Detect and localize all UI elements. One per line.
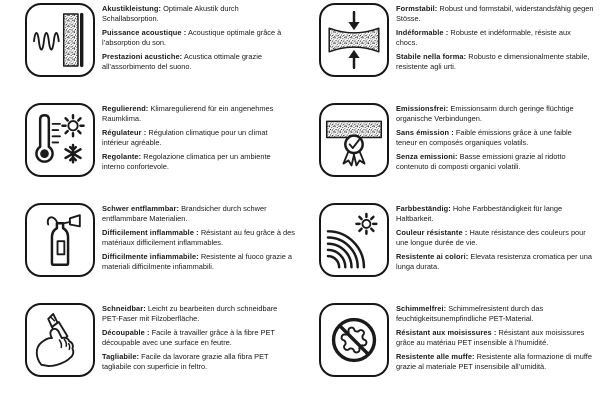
sound-absorption-icon: [25, 3, 95, 77]
feature-paragraph-de: [102, 104, 295, 124]
feature-desc: Brandsicher durch schwer entflammbare Materialien.: [102, 204, 267, 223]
feature-desc: Robusto e dimensionalmente stabile, resistente agli urti.: [396, 52, 590, 72]
feature-label: Couleur résistante :: [396, 228, 468, 238]
feature-card-cuttable: [0, 300, 300, 400]
cuttable-icon: [25, 303, 95, 377]
feature-paragraph-it: [396, 52, 594, 72]
feature-label: Emissionsfrei:: [396, 104, 449, 113]
feature-text: [102, 303, 295, 377]
feature-label: Stabile nella forma:: [396, 52, 467, 62]
feature-desc: Haute résistance des couleurs pour une longue durée de vie.: [396, 228, 586, 248]
feature-desc: Klimaregulierend für ein angenehmes Raumklima.: [102, 104, 274, 123]
feature-card-color-fast: [300, 200, 600, 300]
feature-label: Puissance acoustique :: [102, 28, 187, 38]
feature-desc: Basse emissioni grazie al ridotto contenuto di composti organici volatili.: [396, 152, 566, 172]
feature-card-acoustic: [0, 0, 300, 100]
feature-label: Schneidbar:: [102, 304, 146, 313]
climate-regulating-icon: [25, 103, 95, 177]
feature-label: Difficilement inflammable :: [102, 228, 199, 238]
feature-paragraph-de: [396, 304, 594, 324]
feature-paragraph-fr: [396, 128, 594, 148]
feature-paragraph-it: [102, 352, 295, 372]
feature-label: Régulateur :: [102, 128, 147, 138]
feature-desc: Leicht zu bearbeiten durch schneidbare PET-Faser mit Filzoberfläche.: [102, 304, 278, 323]
feature-paragraph-it: [102, 152, 295, 172]
feature-text: [102, 203, 295, 277]
feature-card-emission-free: [300, 100, 600, 200]
feature-label: Découpable :: [102, 328, 150, 338]
feature-paragraph-de: [396, 104, 594, 124]
feature-paragraph-fr: [102, 228, 295, 248]
feature-paragraph-it: [396, 252, 594, 272]
feature-label: Schwer entflammbar:: [102, 204, 180, 213]
feature-text: [102, 103, 295, 177]
feature-desc: Emissionsarm durch geringe flüchtige organische Verbindungen.: [396, 104, 574, 123]
feature-card-shape-stability: [300, 0, 600, 100]
feature-label: Tagliabile:: [102, 352, 140, 362]
feature-paragraph-it: [396, 152, 594, 172]
feature-desc: Robuste et indéformable, résiste aux chocs.: [396, 28, 571, 48]
feature-paragraph-de: [102, 304, 295, 324]
feature-label: Regulierend:: [102, 104, 149, 113]
feature-paragraph-fr: [102, 328, 295, 348]
feature-desc: Schimmelresistent durch das feuchtigkeitsunempfindliche PET-Material.: [396, 304, 544, 323]
feature-text: [396, 203, 594, 277]
feature-label: Akustikleistung:: [102, 4, 162, 13]
feature-paragraph-fr: [396, 28, 594, 48]
feature-paragraph-de: [396, 4, 594, 24]
feature-label: Résistant aux moisissures :: [396, 328, 497, 338]
feature-desc: Robust und formstabil, widerstandsfähig gegen Stösse.: [396, 4, 594, 23]
feature-paragraph-de: [102, 4, 295, 24]
feature-paragraph-it: [102, 252, 295, 272]
feature-desc: Acustica ottimale grazie all’assorbimento del suono.: [102, 52, 262, 72]
feature-paragraph-it: [102, 52, 295, 72]
feature-paragraph-fr: [396, 328, 594, 348]
feature-desc: Optimale Akustik durch Schallabsorption.: [102, 4, 239, 23]
feature-desc: Résistant aux moisissures grâce au matériau PET insensible à l’humidité.: [396, 328, 585, 348]
feature-label: Indéformable :: [396, 28, 449, 38]
feature-paragraph-fr: [102, 28, 295, 48]
feature-desc: Résistant au feu grâce à des matériaux difficilement inflammables.: [102, 228, 295, 248]
flame-retardant-icon: [25, 203, 95, 277]
feature-card-mold-free: [300, 300, 600, 400]
feature-desc: Facile à travailler grâce à la fibre PET découpable avec une surface en feutre.: [102, 328, 275, 348]
feature-paragraph-de: [102, 204, 295, 224]
feature-paragraph-de: [396, 204, 594, 224]
feature-label: Regolante:: [102, 152, 142, 162]
color-fast-icon: [319, 203, 389, 277]
feature-text: [396, 3, 594, 77]
feature-paragraph-fr: [396, 228, 594, 248]
emission-free-icon: [319, 103, 389, 177]
feature-desc: Acoustique optimale grâce à l’absorption du son.: [102, 28, 282, 48]
feature-label: Sans émission :: [396, 128, 454, 138]
feature-desc: Faible émissions grâce à une faible teneur en composés organiques volatils.: [396, 128, 572, 148]
feature-desc: Regolazione climatica per un ambiente interno confortevole.: [102, 152, 271, 172]
feature-label: Senza emissioni:: [396, 152, 458, 162]
feature-label: Resistente ai colori:: [396, 252, 469, 262]
feature-label: Difficilmente infiammabile:: [102, 252, 199, 262]
feature-desc: Régulation climatique pour un climat intérieur agréable.: [102, 128, 268, 148]
feature-paragraph-fr: [102, 128, 295, 148]
feature-paragraph-it: [396, 352, 594, 372]
feature-card-climate: [0, 100, 300, 200]
feature-label: Prestazioni acustiche:: [102, 52, 183, 62]
feature-desc: Resistente al fuoco grazie a materiali difficilmente infiammabili.: [102, 252, 293, 272]
feature-desc: Elevata resistenza cromatica per una lunga durata.: [396, 252, 593, 272]
feature-text: [396, 303, 594, 377]
feature-label: Resistente alle muffe:: [396, 352, 475, 362]
feature-label: Farbbeständig:: [396, 204, 451, 213]
feature-desc: Facile da lavorare grazie alla fibra PET tagliabile con superficie in feltro.: [102, 352, 269, 372]
feature-text: [396, 103, 594, 177]
feature-label: Formstabil:: [396, 4, 438, 13]
feature-desc: Resistente alla formazione di muffe grazie al materiale PET insensibile all’umidità.: [396, 352, 592, 372]
shape-stability-icon: [319, 3, 389, 77]
mold-free-icon: [319, 303, 389, 377]
feature-card-flame-retardant: [0, 200, 300, 300]
feature-text: [102, 3, 295, 77]
feature-label: Schimmelfrei:: [396, 304, 447, 313]
feature-desc: Hohe Farbbeständigkeit für lange Haltbarkeit.: [396, 204, 563, 223]
